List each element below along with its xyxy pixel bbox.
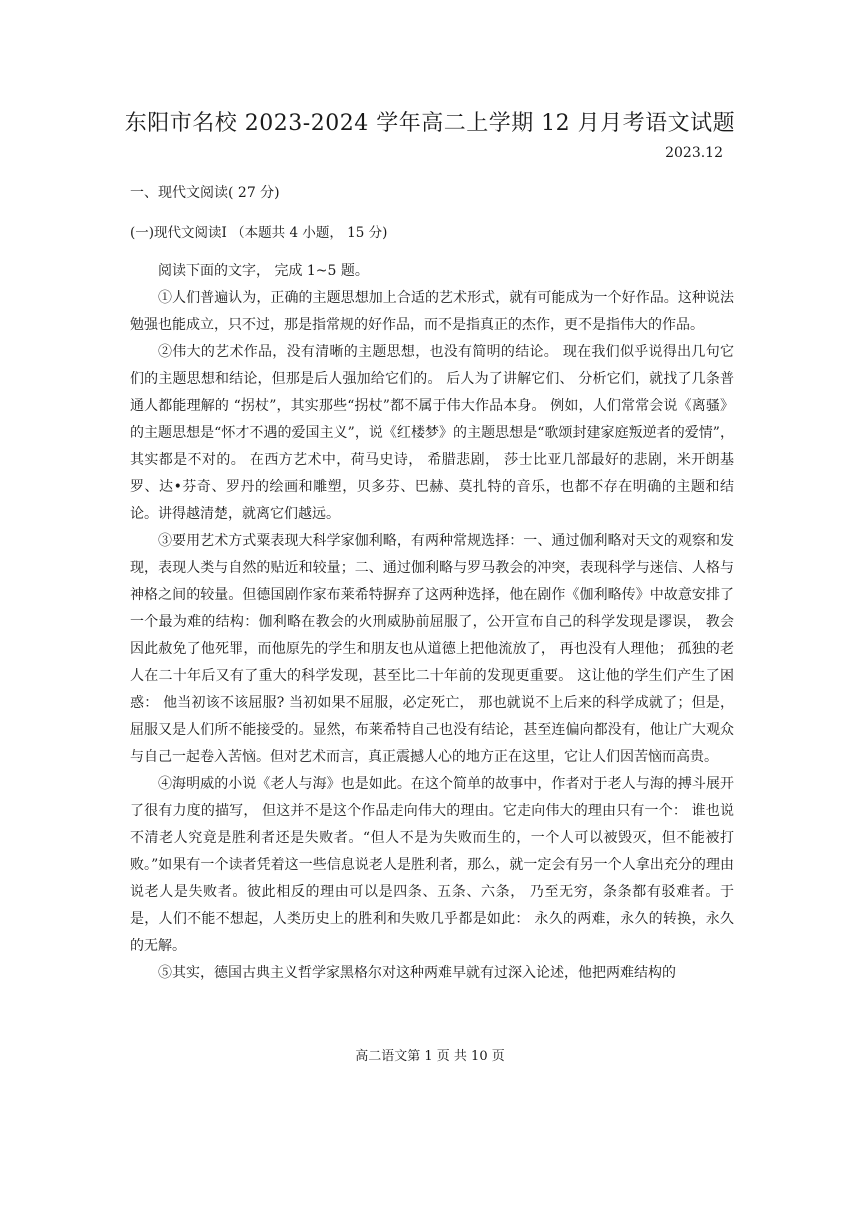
reading-passage [130, 258, 734, 987]
exam-date: 2023.12 [665, 145, 723, 161]
page-title: 东阳市名校 2023-2024 学年高二上学期 12 月月考语文试题 [124, 111, 736, 136]
passage-paragraph-4: ④海明威的小说《老人与海》也是如此。在这个简单的故事中，作者对于老人与海的搏斗展开了很有力度的描写， 但这并不是这个作品走向伟大的理由。它走向伟大的理由只有一个： 谁也说不清老人究竟是胜利者还是失败者。“但人不是为失败而生的，一个人可以被毁灭，但不能被打败。”如果有一个读者凭着这一些信息说老人是胜利者，那么，就一定会有另一个人拿出充分的理由说老人是失败者。彼此相反的理由可以是四条、五条、六条， 乃至无穷，条条都有驳难者。于是，人们不能不想起，人类历史上的胜利和失败几乎都是如此： 永久的两难，永久的转换，永久的无解。 [130, 776, 734, 954]
instruction-paragraph: 阅读下面的文字， 完成 1~5 题。 [158, 263, 369, 279]
passage-paragraph-2: ②伟大的艺术作品，没有清晰的主题思想，也没有简明的结论。 现在我们似乎说得出几句它们的主题思想和结论，但那是后人强加给它们的。 后人为了讲解它们、 分析它们，就找了几条普通人都能理解的 “拐杖”，其实那些“拐杖”都不属于伟大作品本身。 例如，人们常常会说《离骚》的主题思想是“怀才不遇的爱国主义”，说《红楼梦》的主题思想是“歌颂封建家庭叛逆者的爱情”，其实都是不对的。 在西方艺术中，荷马史诗， 希腊悲剧， 莎士比亚几部最好的悲剧，米开朗基罗、达•芬奇、罗丹的绘画和雕塑，贝多芬、巴赫、莫扎特的音乐，也都不存在明确的主题和结论。讲得越清楚，就离它们越远。 [130, 344, 734, 522]
section-heading: 一、现代文阅读( 27 分) [130, 185, 280, 201]
passage-paragraph-1: ①人们普遍认为，正确的主题思想加上合适的艺术形式，就有可能成为一个好作品。这种说法勉强也能成立，只不过，那是指常规的好作品，而不是指真正的杰作，更不是指伟大的作品。 [130, 290, 734, 333]
subsection-heading: (一)现代文阅读Ⅰ （本题共 4 小题， 15 分) [130, 225, 388, 241]
passage-paragraph-5: ⑤其实，德国古典主义哲学家黑格尔对这种两难早就有过深入论述，他把两难结构的 [158, 965, 676, 981]
page-footer: 高二语文第 1 页 共 10 页 [355, 1049, 505, 1064]
passage-paragraph-3: ③要用艺术方式粟表现大科学家伽利略，有两种常规选择：一、通过伽利略对天文的观察和发现，表现人类与自然的贴近和较量；二、通过伽利略与罗马教会的冲突，表现科学与迷信、人格与神格之间的较量。但德国剧作家布莱希特摒弃了这两种选择，他在剧作《伽利略传》中故意安排了一个最为难的结构：伽利略在教会的火刑威胁前屈服了，公开宣布自己的科学发现是谬误， 教会因此赦免了他死罪，而他原先的学生和朋友也从道德上把他流放了， 再也没有人理他； 孤独的老人在二十年后又有了重大的科学发现，甚至比二十年前的发现更重要。 这让他的学生们产生了困惑： 他当初该不该屈服? 当初如果不屈服，必定死亡， 那也就说不上后来的科学成就了；但是，屈服又是人们所不能接受的。显然，布莱希特自己也没有结论，甚至连偏向都没有，他让广大观众与自己一起卷入苦恼。但对艺术而言，真正震撼人心的地方正在这里，它让人们因苦恼而高贵。 [130, 533, 734, 765]
